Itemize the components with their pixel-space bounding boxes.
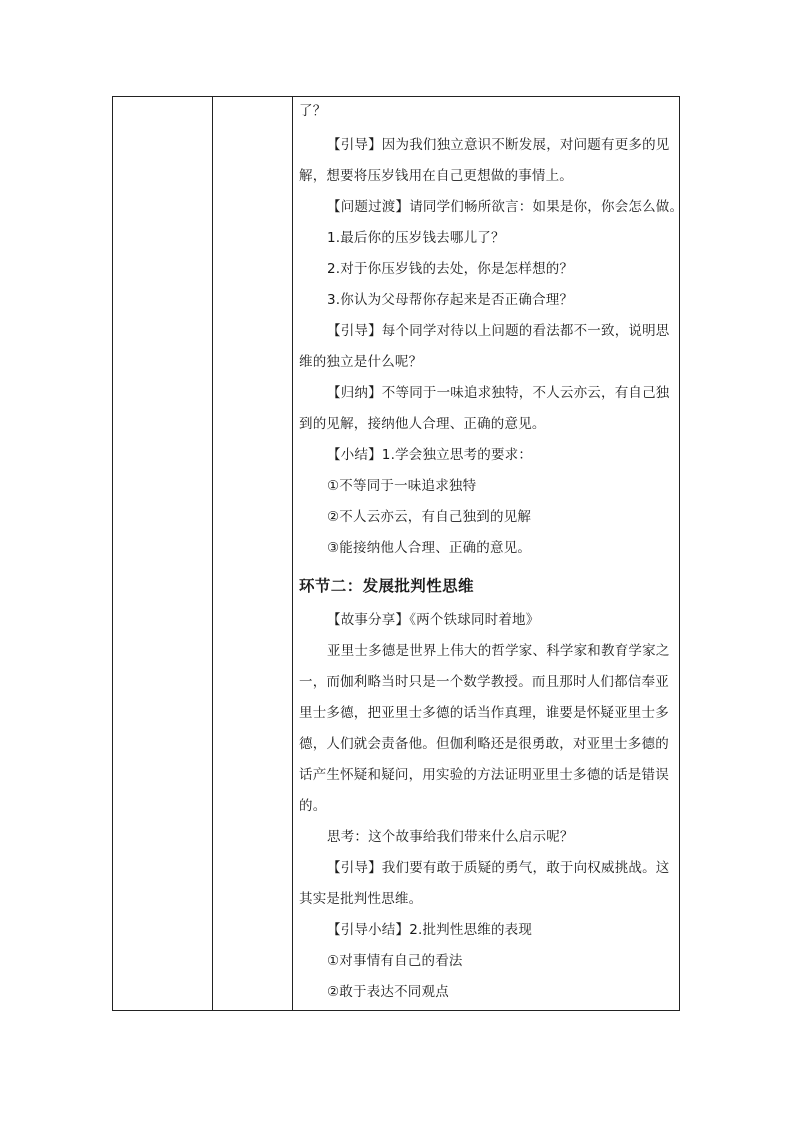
text-line: 思考：这个故事给我们带来什么启示呢？ (327, 829, 574, 845)
text-line: 【引导】因为我们独立意识不断发展，对问题有更多的见 (327, 137, 670, 153)
text-line: 话产生怀疑和疑问，用实验的方法证明亚里士多德的话是错误 (299, 767, 669, 783)
lesson-table (112, 96, 684, 1011)
text-line: 2.对于你压岁钱的去处，你是怎样想的？ (327, 261, 574, 277)
text-line: 其实是批判性思维。 (299, 891, 423, 907)
column-divider-1 (212, 97, 213, 1010)
text-line: 【引导】我们要有敢于质疑的勇气，敢于向权威挑战。这 (327, 860, 670, 876)
text-line: 3.你认为父母帮你存起来是否正确合理？ (327, 292, 574, 308)
text-line: 【小结】1.学会独立思考的要求： (327, 447, 533, 463)
text-line: 1.最后你的压岁钱去哪儿了？ (327, 230, 505, 246)
text-line: 解，想要将压岁钱用在自己更想做的事情上。 (299, 168, 573, 184)
text-line: 德，人们就会责备他。但伽利略还是很勇敢，对亚里士多德的 (299, 736, 669, 752)
text-line: 一，而伽利略当时只是一个数学教授。而且那时人们都信奉亚 (299, 674, 669, 690)
text-line: 了？ (299, 103, 327, 119)
text-line: 维的独立是什么呢？ (299, 354, 423, 370)
text-line: ②不人云亦云，有自己独到的见解 (327, 509, 532, 525)
text-line: 亚里士多德是世界上伟大的哲学家、科学家和教育学家之 (327, 643, 670, 659)
text-line: ①不等同于一味追求独特 (327, 478, 477, 494)
text-line: ②敢于表达不同观点 (327, 984, 449, 1000)
text-line: 里士多德，把亚里士多德的话当作真理，谁要是怀疑亚里士多 (299, 705, 669, 721)
text-line: 的。 (299, 798, 327, 814)
text-line: 【故事分享】《两个铁球同时着地》 (327, 612, 540, 628)
section-heading: 环节二：发展批判性思维 (299, 577, 474, 595)
text-line: 【归纳】不等同于一味追求独特，不人云亦云，有自己独 (327, 385, 670, 401)
column-divider-2 (292, 97, 293, 1010)
text-line: 【引导】每个同学对待以上问题的看法都不一致，说明思 (327, 323, 670, 339)
text-line: ③能接纳他人合理、正确的意见。 (327, 540, 532, 556)
text-line: 到的见解，接纳他人合理、正确的意见。 (299, 416, 546, 432)
text-line: 【引导小结】2.批判性思维的表现 (327, 922, 533, 938)
text-line: ①对事情有自己的看法 (327, 953, 463, 969)
text-line: 【问题过渡】请同学们畅所欲言：如果是你，你会怎么做。 (327, 199, 684, 215)
